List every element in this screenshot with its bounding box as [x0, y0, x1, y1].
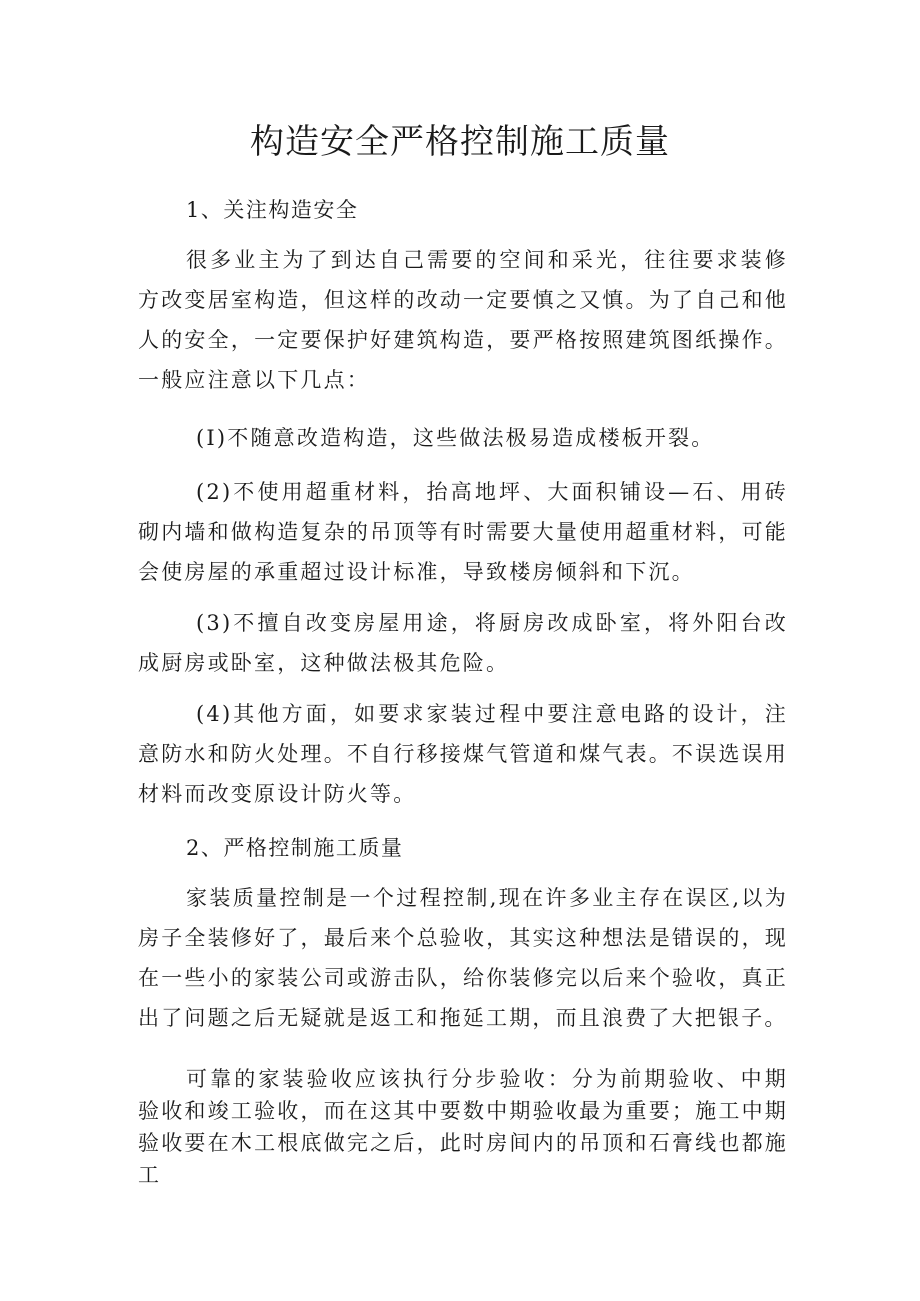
section-1-heading: 1、关注构造安全	[186, 198, 359, 222]
paragraph-staged-acceptance: 可靠的家装验收应该执行分步验收：分为前期验收、中期验收和竣工验收，而在这其中要数中期验收最为重要；施工中期验收要在木工根底做完之后，此时房间内的吊顶和石膏线也都施工	[138, 1067, 788, 1187]
list-item-2: (2)不使用超重材料，抬高地坪、大面积铺设—石、用砖砌内墙和做构造复杂的吊顶等有时需要大量使用超重材料，可能会使房屋的承重超过设计标准，导致楼房倾斜和下沉。	[138, 480, 788, 584]
list-item-4: (4)其他方面，如要求家装过程中要注意电路的设计，注意防水和防火处理。不自行移接煤气管道和煤气表。不误选误用材料而改变原设计防火等。	[138, 702, 788, 806]
section-2-heading: 2、严格控制施工质量	[186, 836, 404, 860]
list-item-1: (I)不随意改造构造，这些做法极易造成楼板开裂。	[196, 426, 715, 450]
paragraph-quality-control: 家装质量控制是一个过程控制,现在许多业主存在误区,以为房子全装修好了，最后来个总验收，其实这种想法是错误的，现在一些小的家装公司或游击队，给你装修完以后来个验收，真正出了问题之后无疑就是返工和拖延工期，而且浪费了大把银子。	[138, 886, 788, 1030]
document-title: 构造安全严格控制施工质量	[250, 122, 670, 162]
list-item-3: (3)不擅自改变房屋用途，将厨房改成卧室，将外阳台改成厨房或卧室，这种做法极其危险。	[138, 611, 788, 675]
paragraph-structure-intro: 很多业主为了到达自己需要的空间和采光，往往要求装修方改变居室构造，但这样的改动一定要慎之又慎。为了自己和他人的安全，一定要保护好建筑构造，要严格按照建筑图纸操作。一般应注意以下几点：	[138, 248, 788, 392]
